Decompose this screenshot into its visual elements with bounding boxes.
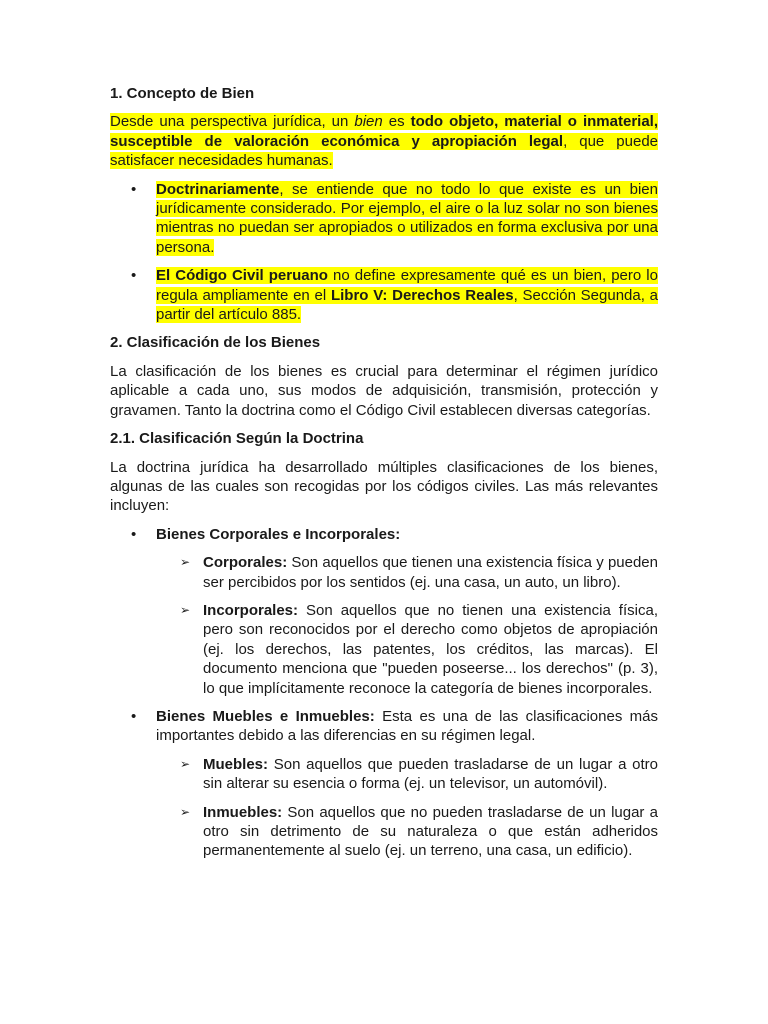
sub-item-inmuebles: [110, 803, 658, 861]
text-run: Desde una perspectiva jurídica, un: [110, 113, 355, 131]
highlight-2: [156, 181, 658, 256]
sub-list-corporales: [156, 553, 658, 698]
sub-item-muebles: [110, 755, 658, 794]
text-run: , que puede satisfacer necesidades humanas.: [110, 132, 658, 170]
document-body: [110, 84, 658, 870]
highlight-1: [110, 113, 658, 169]
section-1-heading: 1. Concepto de Bien: [110, 85, 255, 102]
text-run-bold: Incorporales:: [203, 601, 299, 619]
bullet-codigo-civil: [110, 266, 658, 324]
arrow-bullet-icon: ➢: [180, 804, 191, 819]
section-2-1-heading: 2.1. Clasificación Según la Doctrina: [110, 430, 364, 448]
text-run: es: [382, 113, 411, 131]
text-run: Esta es una de las clasificaciones más importantes debido a las diferencias en su régimen legal.: [156, 707, 659, 745]
text-run: , se entiende que no todo lo que existe es un bien jurídicamente considerado. Por ejemplo, el aire o la luz solar no son bienes mientras no puedan ser apropiados o utilizados en forma exclusiva por una persona.: [156, 180, 658, 256]
sub-item-corporales: [110, 553, 658, 592]
text-run: no define expresamente qué es un bien, pero lo regula ampliamente en el: [156, 267, 658, 304]
bullet-muebles-inmuebles: [110, 707, 658, 861]
text-run-bold: Corporales:: [203, 554, 288, 572]
section-2-heading: 2. Clasificación de los Bienes: [110, 334, 321, 352]
text-run-bold: todo objeto, material o inmaterial, susceptible de valoración económica y apropiación legal: [110, 113, 658, 150]
highlight-3: [156, 267, 658, 323]
arrow-bullet-icon: ➢: [180, 756, 191, 771]
arrow-bullet-icon: ➢: [180, 602, 191, 617]
text-run: Son aquellos que no tienen una existencia física, pero son reconocidos por el derecho como objetos de apropiación (ej. los derechos, las patentes, los créditos, las marcas). El documento menciona que "pueden poseerse... los derechos" (p. 3), lo que implícitamente reconoce la categoría de bienes incorporales.: [203, 601, 658, 697]
section-1-bullets: [110, 180, 658, 325]
section-2-1-paragraph: La doctrina jurídica ha desarrollado múltiples clasificaciones de los bienes, algunas de las cuales son recogidas por los códigos civiles. Las más relevantes incluyen:: [110, 458, 658, 515]
sub-list-muebles: [156, 755, 658, 861]
classification-list: [110, 525, 658, 861]
bullet-doctrina: [110, 180, 658, 258]
arrow-bullet-icon: ➢: [180, 555, 191, 570]
text-run-bold: Bienes Muebles e Inmuebles:: [156, 707, 375, 725]
text-run-italic: bien: [354, 113, 383, 131]
text-run: Son aquellos que pueden trasladarse de un lugar a otro sin alterar su esencia o forma (ej. un televisor, un automóvil).: [203, 755, 658, 793]
text-run: Son aquellos que no pueden trasladarse de un lugar a otro sin detrimento de su naturaleza o que están adheridos permanentemente al suelo (ej. un terreno, una casa, un edificio).: [203, 803, 658, 860]
text-run: Son aquellos que tienen una existencia física y pueden ser percibidos por los sentidos (ej. una casa, un auto, un libro).: [203, 554, 658, 591]
section-2-paragraph: La clasificación de los bienes es crucial para determinar el régimen jurídico aplicable a cada uno, sus modos de adquisición, transmisión, protección y gravamen. Tanto la doctrina como el Código Civil establecen diversas categorías.: [110, 362, 658, 419]
text-run: , Sección Segunda, a partir del artículo 885.: [156, 286, 658, 324]
text-run-bold: Libro V: Derechos Reales: [330, 286, 514, 304]
section-1-paragraph: [110, 112, 658, 170]
text-run-bold: Doctrinariamente: [156, 180, 280, 198]
text-run-bold: Inmuebles:: [203, 803, 283, 821]
text-run-bold: El Código Civil peruano: [156, 267, 328, 285]
bullet-corporales-incorporales: [110, 525, 658, 698]
text-run-bold: Muebles:: [203, 755, 269, 773]
sub-item-incorporales: [110, 601, 658, 698]
text-run-bold: Bienes Corporales e Incorporales:: [156, 525, 401, 543]
